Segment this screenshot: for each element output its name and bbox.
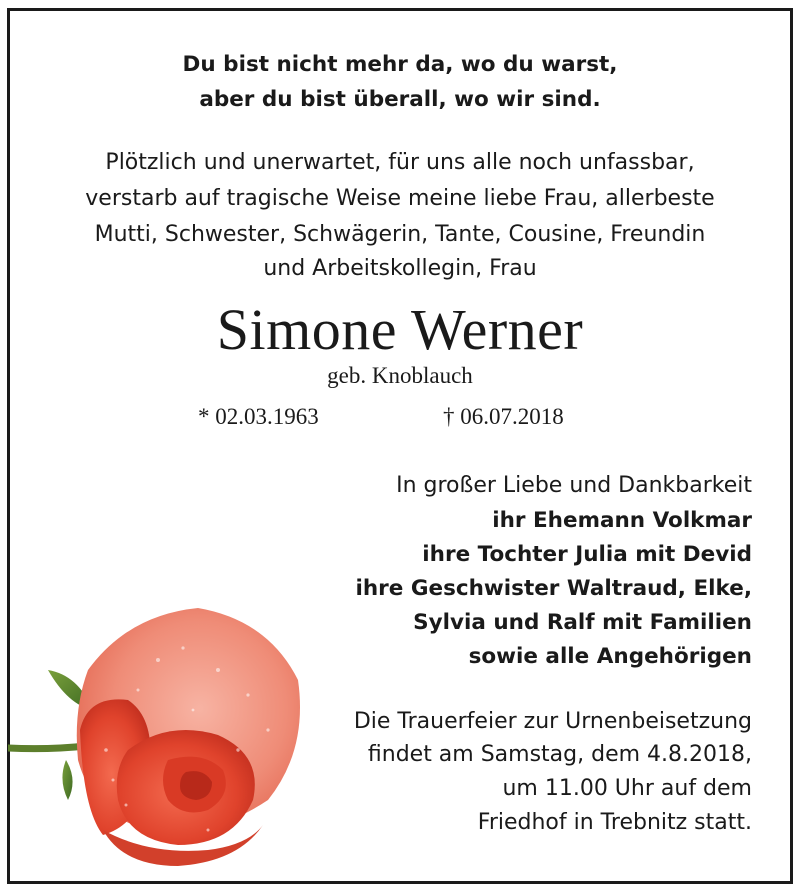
mourner-line: ihr Ehemann Volkmar bbox=[492, 508, 752, 533]
intro-line-4: und Arbeitskollegin, Frau bbox=[263, 256, 537, 281]
mourner-line: ihre Tochter Julia mit Devid bbox=[422, 542, 752, 567]
intro-line-1: Plötzlich und unerwartet, für uns alle noch unfassbar, bbox=[105, 150, 695, 175]
birth-name: geb. Knoblauch bbox=[327, 363, 473, 388]
intro-line-2: verstarb auf tragische Weise meine liebe Frau, allerbeste bbox=[85, 186, 715, 211]
mourner-line: ihre Geschwister Waltraud, Elke, bbox=[355, 576, 752, 601]
mourners-intro: In großer Liebe und Dankbarkeit bbox=[396, 473, 752, 498]
mourner-line: Sylvia und Ralf mit Familien bbox=[413, 610, 752, 635]
birth-date: * 02.03.1963 bbox=[198, 404, 319, 429]
service-line-2: findet am Samstag, dem 4.8.2018, bbox=[367, 742, 752, 767]
mourner-line: sowie alle Angehörigen bbox=[468, 644, 752, 669]
service-line-1: Die Trauerfeier zur Urnenbeisetzung bbox=[353, 709, 752, 734]
service-line-3: um 11.00 Uhr auf dem bbox=[502, 776, 752, 801]
intro-line-3: Mutti, Schwester, Schwägerin, Tante, Cousine, Freundin bbox=[94, 222, 706, 247]
deceased-name: Simone Werner bbox=[216, 297, 584, 362]
motto-line-2: aber du bist überall, wo wir sind. bbox=[199, 87, 601, 112]
death-date: † 06.07.2018 bbox=[443, 404, 564, 429]
motto-line-1: Du bist nicht mehr da, wo du warst, bbox=[182, 52, 618, 77]
service-line-4: Friedhof in Trebnitz statt. bbox=[477, 810, 752, 835]
rose-icon bbox=[8, 600, 318, 870]
